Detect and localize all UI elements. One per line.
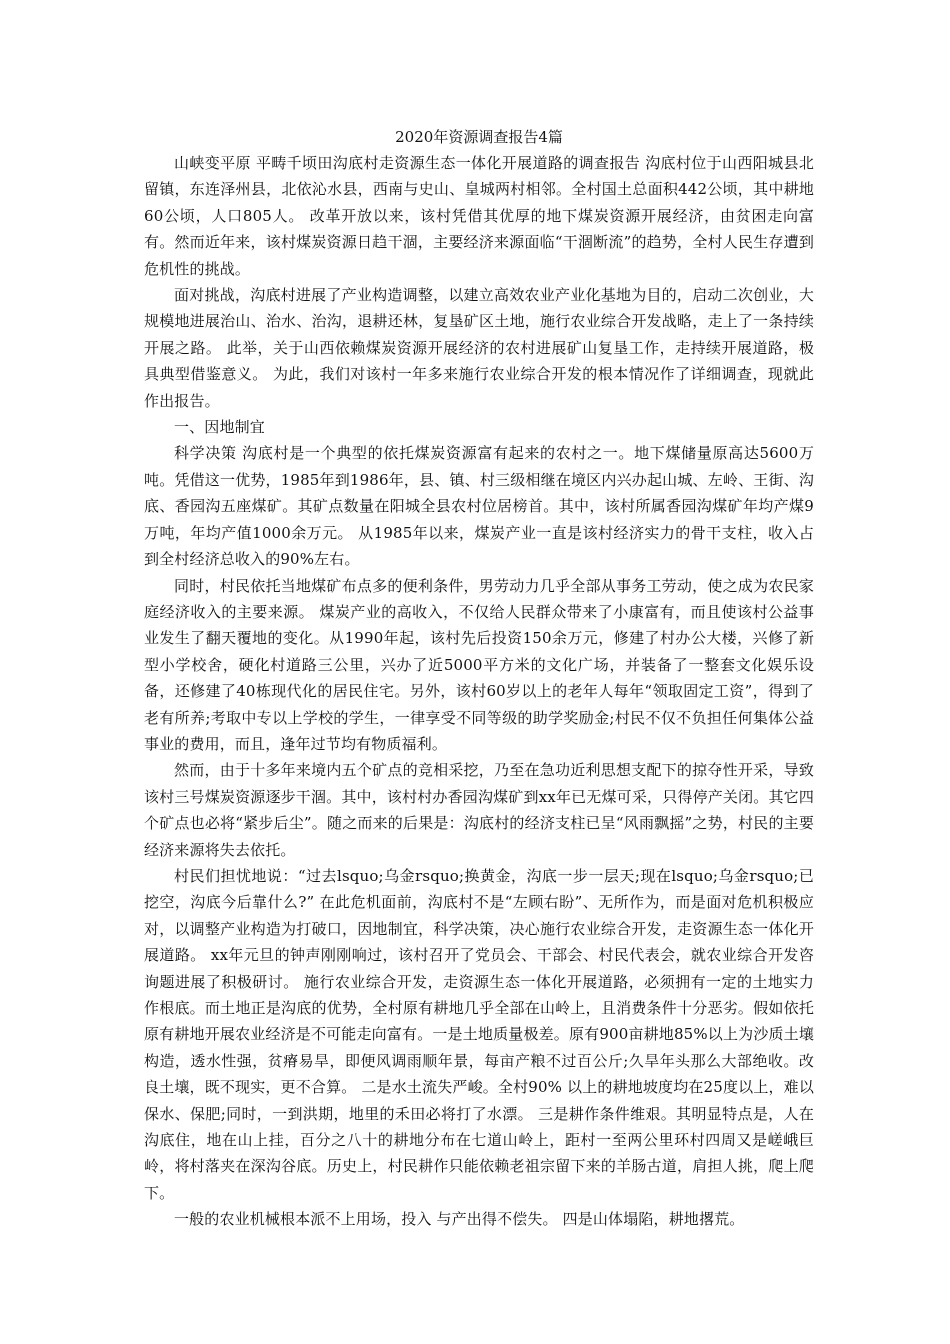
paragraph-decision: 科学决策 沟底村是一个典型的依托煤炭资源富有起来的农村之一。地下煤储量原高达5600万吨。凭借这一优势，1985年到1986年，县、镇、村三级相继在境区内兴办起山城、左岭、王街、沟底、香园沟五座煤矿。其矿点数量在阳城全县农村位居榜首。其中，该村所属香园沟煤矿年均产煤9万吨，年均产值1000余万元。 从1985年以来，煤炭产业一直是该村经济实力的骨干支柱，收入占到全村经济总收入的90%左右。 [144,444,814,569]
section-heading-1: 一、因地制宜 [174,418,265,437]
paragraph-machinery: 一般的农业机械根本派不上用场，投入 与产出得不偿失。 四是山体塌陷，耕地撂荒。 [174,1210,745,1229]
paragraph-intro: 山峡变平原 平畴千顷田沟底村走资源生态一体化开展道路的调查报告 沟底村位于山西阳城县北留镇，东连泽州县，北依沁水县，西南与史山、皇城两村相邻。全村国土总面积442公顷，其中耕地60公顷，人口805人。 改革开放以来，该村凭借其优厚的地下煤炭资源开展经济，由贫困走向富有。然而近年来，该村煤炭资源日趋干涸，主要经济来源面临“干涸断流”的趋势，全村人民生存遭到危机性的挑战。 [144,154,814,278]
paragraph-challenge: 面对挑战，沟底村进展了产业构造调整，以建立高效农业产业化基地为目的，启动二次创业，大规模地进展治山、治水、治沟，退耕还林，复垦矿区土地，施行农业综合开发战略，走上了一条持续开展之路。 此举，关于山西依赖煤炭资源开展经济的农村进展矿山复垦工作，走持续开展道路，极具典型借鉴意义。 为此，我们对该村一年多来施行农业综合开发的根本情况作了详细调查，现就此作出报告。 [144,286,814,410]
paragraph-villagers: 村民们担忧地说：“过去lsquo;乌金rsquo;换黄金，沟底一步一层天;现在lsquo;乌金rsquo;已挖空，沟底今后靠什么?” 在此危机面前，沟底村不是“左顾右盼”、无所作为，而是面对危机积极应对，以调整产业构造为打破口，因地制宜，科学决策，决心施行农业综合开发，走资源生态一体化开展道路。 xx年元旦的钟声刚刚响过，该村召开了党员会、干部会、村民代表会，就农业综合开发咨询题进展了积极研讨。 施行农业综合开发，走资源生态一体化开展道路，必须拥有一定的土地实力作根底。而土地正是沟底的优势，全村原有耕地几乎全部在山岭上，且消费条件十分恶劣。假如依托原有耕地开展农业经济是不可能走向富有。一是土地质量极差。原有900亩耕地85%以上为沙质土壤构造，透水性强，贫瘠易旱，即便风调雨顺年景，每亩产粮不过百公斤;久旱年头那么大部绝收。改良土壤，既不现实，更不合算。 二是水土流失严峻。全村90% 以上的耕地坡度均在25度以上，难以保水、保肥;同时，一到洪期，地里的禾田必将打了水漂。 三是耕作条件维艰。其明显特点是，人在沟底住，地在山上挂，百分之八十的耕地分布在七道山岭上，距村一至两公里环村四周又是嵯峨巨岭，将村落夹在深沟谷底。历史上，村民耕作只能依赖老祖宗留下来的羊肠古道，肩担人挑，爬上爬下。 [144,866,814,1202]
document-title: 2020年资源调查报告4篇 [395,128,563,146]
document-page [144,124,814,1233]
paragraph-depletion: 然而，由于十多年来境内五个矿点的竞相采挖，乃至在急功近利思想支配下的掠夺性开采，导致该村三号煤炭资源逐步干涸。其中，该村村办香园沟煤矿到xx年已无煤可采，只得停产关闭。其它四个矿点也必将“紧步后尘”。随之而来的后果是：沟底村的经济支柱已呈“风雨飘摇”之势，村民的主要经济来源将失去依托。 [144,761,814,859]
paragraph-welfare: 同时，村民依托当地煤矿布点多的便利条件，男劳动力几乎全部从事务工劳动，使之成为农民家庭经济收入的主要来源。 煤炭产业的高收入，不仅给人民群众带来了小康富有，而且使该村公益事业发生了翻天覆地的变化。从1990年起，该村先后投资150余万元，修建了村办公大楼，兴修了新型小学校舍，硬化村道路三公里，兴办了近5000平方米的文化广场，并装备了一整套文化娱乐设备，还修建了40栋现代化的居民住宅。另外，该村60岁以上的老年人每年“领取固定工资”，得到了老有所养;考取中专以上学校的学生，一律享受不同等级的助学奖励金;村民不仅不负担任何集体公益事业的费用，而且，逢年过节均有物质福利。 [144,576,814,753]
